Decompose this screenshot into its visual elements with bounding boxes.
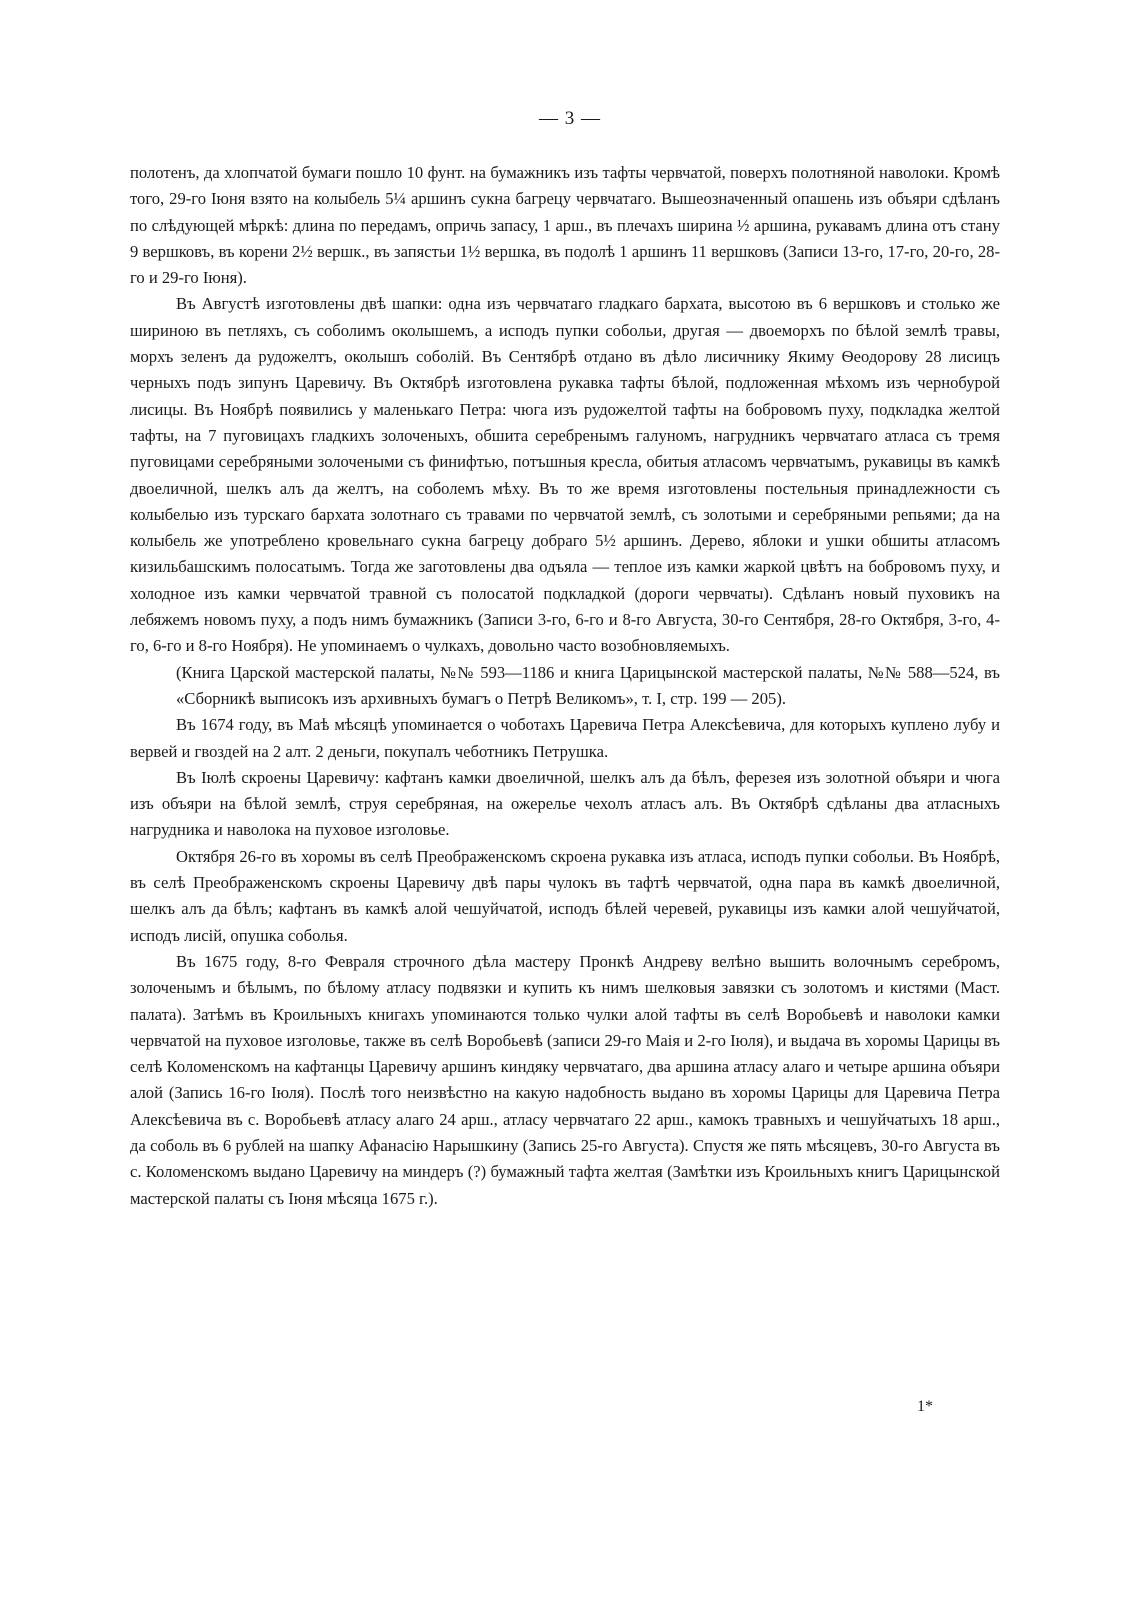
paragraph: полотенъ, да хлопчатой бумаги пошло 10 фунт. на бумажникъ изъ тафты червчатой, поверхъ полотняной наволоки. Кромѣ того, 29-го Іюня взято на колыбель 5¼ аршинъ сукна багрецу червчатаго. Вышеозначенный опашень изъ объяри сдѣланъ по слѣдующей мѣркѣ: длина по передамъ, опричь запасу, 1 арш., въ плечахъ ширина ½ аршина, рукавамъ длина отъ стану 9 вершковъ, въ корени 2½ вершк., въ запястьи 1½ вершка, въ подолѣ 1 аршинъ 11 вершковъ (Записи 13-го, 17-го, 20-го, 28-го и 29-го Іюня). — [130, 163, 1000, 288]
signature-mark: 1* — [917, 1398, 933, 1415]
page-number: — 3 — — [539, 108, 601, 129]
citation: (Книга Царской мастерской палаты, №№ 593—1186 и книга Царицынской мастерской палаты, №№ 588—524, въ «Сборникѣ выписокъ изъ архивныхъ бумагъ о Петрѣ Великомъ», т. I, стр. 199 — 205). — [176, 662, 1000, 708]
paragraph: Въ Іюлѣ скроены Царевичу: кафтанъ камки двоеличной, шелкъ алъ да бѣлъ, ферезея изъ золотной объяри и чюга изъ объяри на бѣлой землѣ, струя серебряная, на ожерелье чехолъ атласъ алъ. Въ Октябрѣ сдѣланы два атласныхъ нагрудника и наволока на пуховое изголовье. — [130, 767, 1000, 840]
paragraph: Въ 1675 году, 8-го Февраля строчного дѣла мастеру Пронкѣ Андреву велѣно вышить волочнымъ серебромъ, золоченымъ и бѣлымъ, по бѣлому атласу подвязки и купить къ нимъ шелковыя завязки съ золотомъ и кистями (Маст. палата). Затѣмъ въ Кроильныхъ книгахъ упоминаются только чулки алой тафты въ селѣ Воробьевѣ и наволоки камки червчатой на пуховое изголовье, также въ селѣ Воробьевѣ (записи 29-го Маія и 2-го Іюля), и выдача въ хоромы Царицы въ селѣ Коломенскомъ на кафтанцы Царевичу аршинъ киндяку червчатаго, два аршина атласу алаго и четыре аршина объяри алой (Запись 16-го Іюля). Послѣ того неизвѣстно на какую надобность выдано въ хоромы Царицы для Царевича Петра Алексѣевича въ с. Воробьевѣ атласу алаго 24 арш., атласу червчатаго 22 арш., камокъ травныхъ и чешуйчатыхъ 18 арш., да соболь въ 6 рублей на шапку Афанасію Нарышкину (Запись 25-го Августа). Спустя же пять мѣсяцевъ, 30-го Августа въ с. Коломенскомъ выдано Царевичу на миндеръ (?) бумажный тафта желтая (Замѣтки изъ Кроильныхъ книгъ Царицынской мастерской палаты съ Іюня мѣсяца 1675 г.). — [130, 951, 1000, 1208]
body-text — [130, 160, 1000, 1212]
paragraph: Октября 26-го въ хоромы въ селѣ Преображенскомъ скроена рукавка изъ атласа, исподъ пупки собольи. Въ Ноябрѣ, въ селѣ Преображенскомъ скроены Царевичу двѣ пары чулокъ въ тафтѣ червчатой, одна пара въ камкѣ двоеличной, шелкъ алъ да бѣлъ; кафтанъ въ камкѣ алой чешуйчатой, исподъ бѣлей черевей, рукавицы изъ камки алой чешуйчатой, исподъ лисій, опушка соболья. — [130, 846, 1000, 945]
paragraph: Въ Августѣ изготовлены двѣ шапки: одна изъ червчатаго гладкаго бархата, высотою въ 6 вершковъ и столько же шириною въ петляхъ, съ соболимъ околышемъ, а исподъ пупки собольи, другая — двоеморхъ по бѣлой землѣ травы, морхъ зеленъ да рудожелтъ, околышъ соболій. Въ Сентябрѣ отдано въ дѣло лисичнику Якиму Ѳеодорову 28 лисицъ черныхъ подъ зипунъ Царевичу. Въ Октябрѣ изготовлена рукавка тафты бѣлой, подложенная мѣхомъ изъ чернобурой лисицы. Въ Ноябрѣ появились у маленькаго Петра: чюга изъ рудожелтой тафты на бобровомъ пуху, подкладка желтой тафты, на 7 пуговицахъ гладкихъ золоченыхъ, обшита серебренымъ галуномъ, нагрудникъ червчатаго атласа съ тремя пуговицами серебряными золочеными съ финифтью, потъшныя кресла, обитыя атласомъ червчатымъ, рукавицы въ камкѣ двоеличной, шелкъ алъ да желтъ, на соболемъ мѣху. Въ то же время изготовлены постельныя принадлежности съ колыбелью изъ турскаго бархата золотнаго съ травами по червчатой землѣ, съ золотыми и серебряными репьями; да на колыбель же употреблено кровельнаго сукна багрецу добраго 5½ аршинъ. Дерево, яблоки и ушки обшиты атласомъ кизильбашскимъ полосатымъ. Тогда же заготовлены два одъяла — теплое изъ камки жаркой цвѣтъ на бобровомъ пуху, и холодное изъ камки червчатой травной съ полосатой подкладкой (дороги червчаты). Сдѣланъ новый пуховикъ на лебяжемъ новомъ пуху, а подъ нимъ бумажникъ (Записи 3-го, 6-го и 8-го Августа, 30-го Сентября, 28-го Октября, 3-го, 4-го, 6-го и 8-го Ноября). Не упоминаемъ о чулкахъ, довольно часто возобновляемыхъ. — [130, 294, 1000, 656]
paragraph: Въ 1674 году, въ Маѣ мѣсяцѣ упоминается о чоботахъ Царевича Петра Алексѣевича, для которыхъ куплено лубу и вервей и гвоздей на 2 алт. 2 деньги, покупалъ чеботникъ Петрушка. — [130, 715, 1000, 761]
